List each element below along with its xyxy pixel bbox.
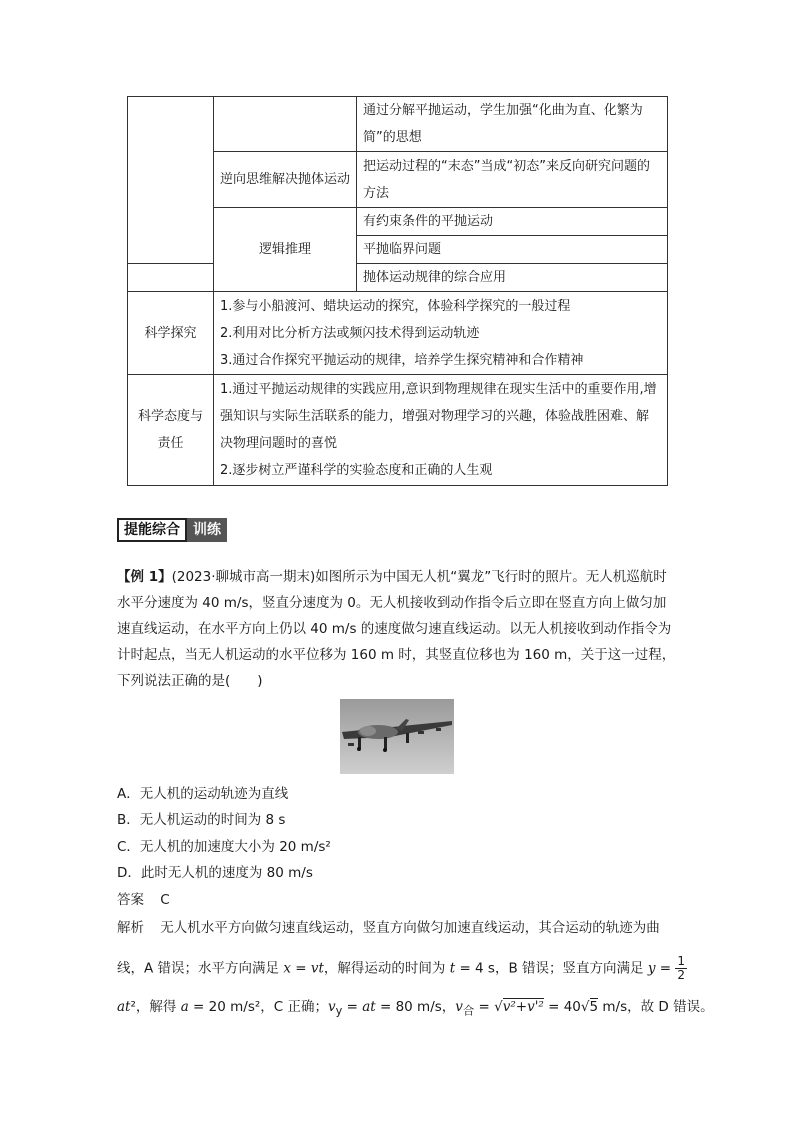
drone-image <box>340 699 454 774</box>
section-header <box>117 518 227 542</box>
table-cell: 科学探究 <box>128 292 214 375</box>
example-tag: 【例 1】 <box>117 569 172 585</box>
sqrt-content: v²+v'² <box>502 999 544 1015</box>
var-a: a <box>180 999 189 1015</box>
analysis-text: ²，解得 <box>130 999 181 1015</box>
example-text: (2023·聊城市高一期末)如图所示为中国无人机“翼龙”飞行时的照片。无人机巡航时水平分速度为 40 m/s，竖直分速度为 0。无人机接收到动作指令后立即在竖直方向上做匀加速直线运动，在水平方向上仍以 40 m/s 的速度做匀速直线运动。以无人机接收到动作指令为计时起点，当无人机运动的水平位移为 160 m 时，其竖直位移也为 160 m，关于这一过程，下列说法正确的是( ) <box>117 569 676 689</box>
list-item: 1.通过平抛运动规律的实践应用,意识到物理规律在现实生活中的重要作用,增强知识与实际生活联系的能力，增强对物理学习的兴趣，体验战胜困难、解决物理问题时的喜悦 <box>220 382 657 451</box>
example-question <box>117 564 677 694</box>
list-item: 1.参与小船渡河、蜡块运动的探究，体验科学探究的一般过程 <box>220 298 571 314</box>
subscript-y: y <box>335 1004 343 1018</box>
fraction-denominator: 2 <box>677 968 685 982</box>
var-y: y <box>647 960 656 977</box>
list-item: 2.逐步树立严谨科学的实验态度和正确的人生观 <box>220 463 493 478</box>
answer-line <box>117 890 170 910</box>
table-cell-empty <box>128 97 214 264</box>
section-title-tag: 训练 <box>187 518 227 542</box>
option-d: D．此时无人机的速度为 80 m/s <box>117 865 313 881</box>
var-x: x <box>283 960 291 977</box>
var-at: at <box>117 999 131 1015</box>
analysis-text: = <box>655 960 676 977</box>
analysis-text: = 20 m/s²，C 正确； <box>188 999 328 1015</box>
drone-photo <box>340 699 454 774</box>
table-cell: 科学态度与责任 <box>128 375 214 486</box>
var-v: v <box>455 999 463 1015</box>
sqrt-icon: √ <box>580 999 590 1015</box>
var-vt: vt <box>310 960 324 977</box>
var-at: at <box>362 999 376 1015</box>
list-item: 2.利用对比分析方法或频闪技术得到运动轨迹 <box>220 325 480 341</box>
table-cell-empty <box>214 97 357 152</box>
analysis-text: = 4 s，B 错误；竖直方向满足 <box>455 960 648 977</box>
list-item: 3.通过合作探究平抛运动的规律，培养学生探究精神和合作精神 <box>220 352 584 368</box>
sqrt-content: 5 <box>589 999 599 1015</box>
sqrt-icon: √ <box>494 999 503 1015</box>
var-v: v <box>327 999 336 1015</box>
table-cell: 逆向思维解决抛体运动 <box>214 152 357 208</box>
analysis-line-1 <box>117 918 660 938</box>
table-cell: 逻辑推理 <box>214 208 357 292</box>
analysis-text: = <box>474 999 495 1015</box>
analysis-text: = 40 <box>543 999 581 1015</box>
table-cell: 抛体运动规律的综合应用 <box>357 264 668 292</box>
var-t: t <box>449 960 456 977</box>
section-title: 提能综合 <box>117 518 187 542</box>
analysis-line-3 <box>117 997 714 1022</box>
analysis-text: m/s，故 D 错误。 <box>598 999 714 1015</box>
fraction-numerator: 1 <box>677 954 685 968</box>
table-cell: 平抛临界问题 <box>357 236 668 264</box>
analysis-text: 线，A 错误；水平方向满足 <box>117 960 284 977</box>
option-a: A．无人机的运动轨迹为直线 <box>117 786 289 802</box>
table-cell <box>214 375 668 486</box>
analysis-text: = 80 m/s， <box>375 999 456 1015</box>
table-cell: 有约束条件的平抛运动 <box>357 208 668 236</box>
table-cell-empty <box>128 264 214 292</box>
option-b: B．无人机运动的时间为 8 s <box>117 812 286 828</box>
analysis-text: = <box>290 960 311 977</box>
answer-label: 答案 <box>117 892 144 908</box>
analysis-text: ，解得运动的时间为 <box>323 960 450 977</box>
option-c: C．无人机的加速度大小为 20 m/s² <box>117 839 331 855</box>
analysis-text: = <box>342 999 363 1015</box>
table-cell: 通过分解平抛运动，学生加强“化曲为直、化繁为简”的思想 <box>357 97 668 152</box>
fraction <box>675 955 687 982</box>
objectives-table <box>127 96 668 486</box>
table-cell <box>214 292 668 375</box>
analysis-label: 解析 <box>117 920 144 936</box>
table-cell: 把运动过程的“末态”当成“初态”来反向研究问题的方法 <box>357 152 668 208</box>
analysis-text: 无人机水平方向做匀速直线运动，竖直方向做匀加速直线运动，其合运动的轨迹为曲 <box>160 920 660 936</box>
answer-value: C <box>160 892 170 908</box>
subscript-he: 合 <box>462 1004 475 1018</box>
analysis-line-2 <box>117 955 687 982</box>
